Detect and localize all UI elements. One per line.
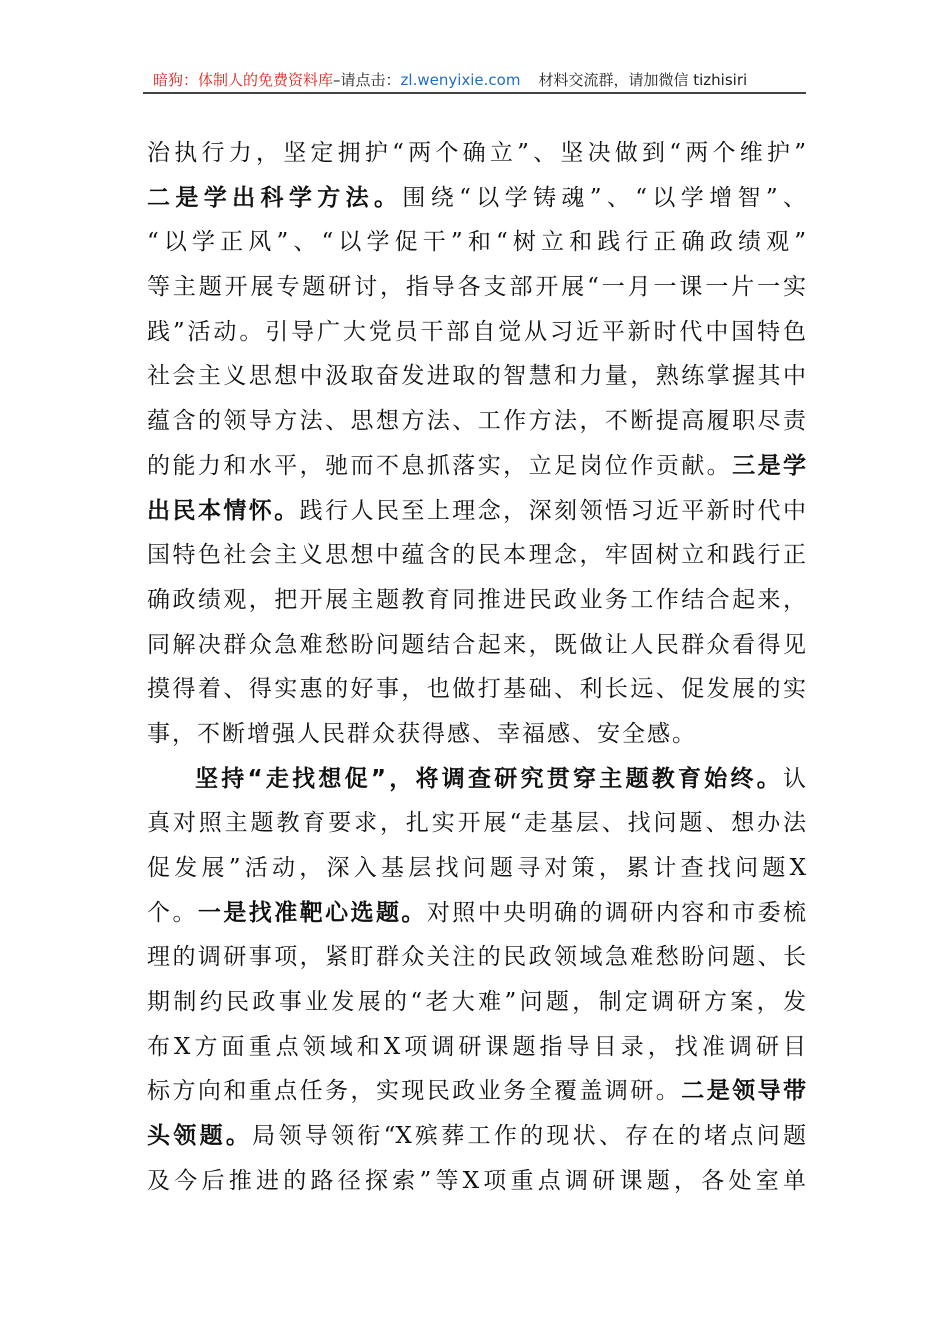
- text-line: [147, 444, 806, 489]
- body-text: 标方向和重点任务，实现民政业务全覆盖调研。: [147, 1078, 682, 1105]
- body-text: 摸得着、得实惠的好事，也做打基础、利长远、促发展的实: [147, 676, 806, 703]
- body-text: 蕴含的领导方法、思想方法、工作方法，不断提高履职尽责: [147, 408, 806, 435]
- body-text: 确政绩观，把开展主题教育同推进民政业务工作结合起来，: [147, 586, 806, 613]
- group-contact: 材料交流群，请加微信 tizhisiri: [538, 71, 748, 89]
- text-line: [147, 354, 806, 399]
- text-line: [147, 131, 806, 176]
- text-line: [147, 1114, 806, 1159]
- text-line: [147, 1069, 806, 1114]
- body-text: 对照中央明确的调研内容和市委梳: [426, 899, 807, 926]
- body-text: “以学正风”、“以学促干”和“树立和践行正确政绩观”: [147, 229, 806, 256]
- body-text: 同解决群众急难愁盼问题结合起来，既做让人民群众看得见: [147, 631, 806, 658]
- bold-heading-text: 头领题。: [147, 1123, 253, 1150]
- text-line: [147, 801, 806, 846]
- body-text: 治执行力，坚定拥护“两个确立”、坚决做到“两个维护”: [147, 140, 806, 166]
- bold-heading-text: 二是领导带: [681, 1078, 807, 1105]
- body-text: 真对照主题教育要求，扎实开展“走基层、找问题、想办法: [147, 810, 806, 837]
- text-line: [147, 667, 806, 712]
- text-line: [147, 935, 806, 980]
- site-name: 暗狗：体制人的免费资料库: [153, 71, 334, 89]
- body-text: 的能力和水平，驰而不息抓落实，立足岗位作贡献。: [147, 452, 733, 479]
- text-line: [147, 1159, 806, 1204]
- text-line: [147, 757, 806, 802]
- body-text: 及今后推进的路径探索”等X项重点调研课题，各处室单: [147, 1167, 806, 1194]
- text-line: [147, 712, 806, 757]
- text-line: [147, 533, 806, 578]
- body-text: 事，不断增强人民群众获得感、幸福感、安全感。: [147, 720, 697, 747]
- body-text: 期制约民政事业发展的“老大难”问题，制定调研方案，发: [147, 989, 806, 1016]
- page-header: [143, 68, 806, 94]
- text-line: [147, 980, 806, 1025]
- document-body: [147, 131, 806, 1204]
- body-text: 个。: [147, 899, 198, 926]
- text-line: [147, 310, 806, 355]
- text-line: [147, 220, 806, 265]
- bold-heading-text: 三是学: [732, 452, 807, 479]
- text-line: [147, 176, 806, 221]
- body-text: 践”活动。引导广大党员干部自觉从习近平新时代中国特色: [147, 318, 806, 345]
- bold-heading-text: 出民本情怀。: [147, 497, 300, 524]
- text-line: [147, 265, 806, 310]
- text-line: [147, 399, 806, 444]
- body-text: 等主题开展专题研讨，指导各支部开展“一月一课一片一实: [147, 274, 806, 301]
- text-line: [147, 489, 806, 534]
- bold-heading-text: 二是学出科学方法。: [147, 184, 403, 211]
- text-line: [147, 578, 806, 623]
- body-text: 国特色社会主义思想中蕴含的民本理念，牢固树立和践行正: [147, 542, 806, 569]
- site-link[interactable]: zl.wenyixie.com: [400, 71, 521, 89]
- bold-heading-text: 一是找准靶心选题。: [197, 899, 427, 926]
- text-line: [147, 891, 806, 936]
- body-text: 围绕“以学铸魂”、“以学增智”、: [402, 184, 806, 211]
- text-line: [147, 623, 806, 668]
- text-line: [147, 846, 806, 891]
- body-text: 理的调研事项，紧盯群众关注的民政领域急难愁盼问题、长: [147, 944, 806, 971]
- body-text: 局领导领衔“X殡葬工作的现状、存在的堵点问题: [252, 1123, 807, 1150]
- body-text: 认: [783, 765, 806, 792]
- click-prompt: –请点击：: [333, 71, 401, 89]
- body-text: 社会主义思想中汲取奋发进取的智慧和力量，熟练掌握其中: [147, 363, 806, 390]
- body-text: 促发展”活动，深入基层找问题寻对策，累计查找问题X: [147, 855, 806, 881]
- bold-heading-text: 坚持“走找想促”，将调查研究贯穿主题教育始终。: [195, 765, 783, 792]
- body-text: 践行人民至上理念，深刻领悟习近平新时代中: [299, 497, 807, 524]
- text-line: [147, 1025, 806, 1070]
- body-text: 布X方面重点领域和X项调研课题指导目录，找准调研目: [147, 1033, 806, 1060]
